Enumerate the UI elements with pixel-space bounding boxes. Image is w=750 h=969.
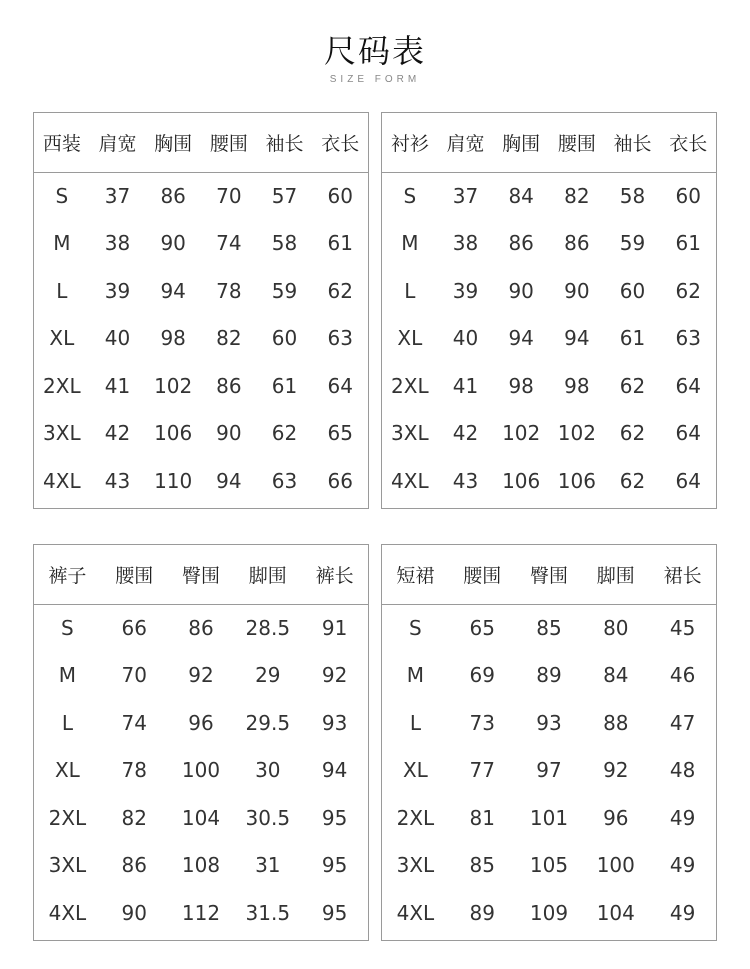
table-cell: 63 bbox=[271, 468, 298, 493]
table-cell: 38 bbox=[452, 231, 479, 256]
table-cell: 85 bbox=[469, 853, 495, 878]
table-row bbox=[34, 410, 368, 458]
column-header: 裤子 bbox=[48, 565, 87, 587]
table-cell: 39 bbox=[452, 278, 479, 303]
table-cell: 61 bbox=[327, 231, 353, 256]
table-cell: 93 bbox=[321, 710, 348, 735]
column-header: 脚围 bbox=[596, 565, 635, 587]
table-cell: 110 bbox=[154, 468, 193, 493]
size-label: 3XL bbox=[396, 853, 435, 878]
table-row bbox=[34, 747, 368, 795]
column-header: 胸围 bbox=[154, 133, 193, 155]
size-label: 4XL bbox=[48, 900, 87, 925]
table-cell: 90 bbox=[508, 278, 534, 303]
table-cell: 94 bbox=[564, 326, 590, 351]
table-cell: 60 bbox=[675, 183, 701, 208]
table-cell: 66 bbox=[327, 468, 353, 493]
table-cell: 41 bbox=[104, 373, 131, 398]
table-cell: 104 bbox=[181, 805, 221, 830]
table-cell: 61 bbox=[675, 231, 701, 256]
table-cell: 80 bbox=[603, 615, 629, 640]
table-row bbox=[34, 267, 368, 315]
table-cell: 62 bbox=[619, 421, 646, 446]
size-label: M bbox=[53, 231, 71, 256]
column-header: 腰围 bbox=[463, 565, 502, 587]
table-cell: 74 bbox=[216, 231, 242, 256]
size-label: M bbox=[406, 663, 425, 688]
table-cell: 59 bbox=[619, 231, 646, 256]
table-cell: 49 bbox=[669, 900, 696, 925]
table-cell: 38 bbox=[104, 231, 131, 256]
table-cell: 40 bbox=[452, 326, 479, 351]
size-label: M bbox=[401, 231, 419, 256]
table-row bbox=[34, 794, 368, 842]
table-row bbox=[34, 889, 368, 937]
table-cell: 60 bbox=[619, 278, 646, 303]
size-label: L bbox=[409, 710, 421, 735]
table-cell: 46 bbox=[669, 663, 696, 688]
table-row bbox=[382, 267, 716, 315]
table-row bbox=[34, 362, 368, 410]
table-cell: 92 bbox=[188, 663, 214, 688]
table-cell: 95 bbox=[321, 900, 348, 925]
table-cell: 30.5 bbox=[245, 805, 291, 830]
column-header: 肩宽 bbox=[446, 133, 485, 155]
table-body bbox=[382, 604, 716, 940]
table-cell: 95 bbox=[321, 853, 348, 878]
table-cell: 42 bbox=[452, 421, 479, 446]
table-cell: 102 bbox=[154, 373, 193, 398]
table-cell: 73 bbox=[469, 710, 495, 735]
table-cell: 40 bbox=[104, 326, 131, 351]
column-header: 衣长 bbox=[669, 133, 708, 155]
table-cell: 60 bbox=[271, 326, 298, 351]
table-cell: 81 bbox=[469, 805, 495, 830]
table-cell: 60 bbox=[327, 183, 353, 208]
table-cell: 104 bbox=[596, 900, 635, 925]
table-cell: 98 bbox=[508, 373, 534, 398]
table-cell: 95 bbox=[321, 805, 348, 830]
table-cell: 63 bbox=[675, 326, 701, 351]
page-subtitle: SIZE FORM bbox=[329, 74, 421, 85]
column-header: 脚围 bbox=[248, 565, 287, 587]
table-cell: 62 bbox=[327, 278, 353, 303]
column-header: 胸围 bbox=[502, 133, 541, 155]
size-label: 3XL bbox=[48, 853, 87, 878]
column-header: 腰围 bbox=[209, 133, 248, 155]
page-title: 尺码表 bbox=[323, 32, 426, 70]
size-label: L bbox=[404, 278, 416, 303]
table-cell: 94 bbox=[508, 326, 534, 351]
size-label: 4XL bbox=[396, 900, 435, 925]
table-cell: 77 bbox=[469, 758, 495, 783]
table-body bbox=[34, 604, 368, 940]
size-label: 2XL bbox=[391, 373, 429, 398]
table-cell: 58 bbox=[271, 231, 298, 256]
size-label: 2XL bbox=[48, 805, 87, 830]
table-cell: 49 bbox=[669, 853, 696, 878]
table-header bbox=[382, 113, 716, 173]
size-table-skirt bbox=[381, 544, 717, 941]
size-label: S bbox=[55, 183, 69, 208]
table-row bbox=[34, 652, 368, 700]
table-row bbox=[382, 604, 716, 652]
table-cell: 86 bbox=[564, 231, 590, 256]
size-label: XL bbox=[49, 326, 75, 351]
table-cell: 91 bbox=[321, 615, 348, 640]
table-cell: 90 bbox=[121, 900, 147, 925]
table-cell: 92 bbox=[603, 758, 629, 783]
table-cell: 94 bbox=[160, 278, 186, 303]
table-cell: 61 bbox=[271, 373, 298, 398]
table-cell: 41 bbox=[452, 373, 479, 398]
table-header bbox=[382, 545, 716, 605]
table-cell: 47 bbox=[669, 710, 696, 735]
table-cell: 88 bbox=[603, 710, 629, 735]
table-cell: 62 bbox=[619, 468, 646, 493]
table-cell: 96 bbox=[188, 710, 214, 735]
table-row bbox=[382, 889, 716, 937]
table-cell: 48 bbox=[669, 758, 696, 783]
table-cell: 70 bbox=[216, 183, 242, 208]
table-row bbox=[382, 652, 716, 700]
table-cell: 85 bbox=[536, 615, 562, 640]
table-cell: 30 bbox=[255, 758, 281, 783]
table-cell: 105 bbox=[529, 853, 569, 878]
table-cell: 86 bbox=[216, 373, 242, 398]
table-cell: 93 bbox=[536, 710, 562, 735]
table-cell: 89 bbox=[469, 900, 495, 925]
table-cell: 57 bbox=[271, 183, 298, 208]
size-label: XL bbox=[54, 758, 80, 783]
table-cell: 82 bbox=[216, 326, 242, 351]
table-cell: 43 bbox=[452, 468, 479, 493]
size-label: 3XL bbox=[391, 421, 429, 446]
table-cell: 31 bbox=[255, 853, 281, 878]
size-label: 4XL bbox=[43, 468, 81, 493]
table-cell: 69 bbox=[469, 663, 495, 688]
table-cell: 45 bbox=[669, 615, 696, 640]
table-row bbox=[382, 172, 716, 220]
table-cell: 49 bbox=[669, 805, 696, 830]
table-cell: 86 bbox=[160, 183, 186, 208]
table-cell: 82 bbox=[121, 805, 147, 830]
table-cell: 65 bbox=[327, 421, 353, 446]
table-cell: 102 bbox=[502, 421, 541, 446]
column-header: 裤长 bbox=[315, 565, 354, 587]
table-row bbox=[382, 220, 716, 268]
size-label: S bbox=[403, 183, 417, 208]
table-cell: 112 bbox=[181, 900, 221, 925]
table-body bbox=[34, 172, 368, 508]
table-cell: 37 bbox=[452, 183, 479, 208]
table-cell: 37 bbox=[104, 183, 131, 208]
table-cell: 29 bbox=[255, 663, 281, 688]
size-label: 3XL bbox=[43, 421, 81, 446]
table-row bbox=[382, 794, 716, 842]
table-cell: 43 bbox=[104, 468, 131, 493]
table-cell: 90 bbox=[160, 231, 186, 256]
size-label: 2XL bbox=[43, 373, 81, 398]
table-cell: 86 bbox=[121, 853, 147, 878]
table-row bbox=[382, 699, 716, 747]
column-header: 腰围 bbox=[115, 565, 154, 587]
table-row bbox=[34, 457, 368, 505]
size-label: XL bbox=[402, 758, 428, 783]
table-cell: 86 bbox=[508, 231, 534, 256]
table-row bbox=[382, 410, 716, 458]
column-header: 西装 bbox=[42, 133, 81, 155]
table-cell: 62 bbox=[675, 278, 701, 303]
size-table-pants bbox=[33, 544, 369, 941]
table-cell: 100 bbox=[181, 758, 221, 783]
table-cell: 96 bbox=[603, 805, 629, 830]
column-header: 袖长 bbox=[265, 133, 304, 155]
table-body bbox=[382, 172, 716, 508]
table-cell: 31.5 bbox=[245, 900, 291, 925]
table-row bbox=[34, 699, 368, 747]
table-cell: 109 bbox=[529, 900, 569, 925]
table-cell: 63 bbox=[327, 326, 353, 351]
table-cell: 64 bbox=[327, 373, 353, 398]
table-cell: 86 bbox=[188, 615, 214, 640]
table-cell: 89 bbox=[536, 663, 562, 688]
table-cell: 70 bbox=[121, 663, 147, 688]
table-cell: 108 bbox=[181, 853, 221, 878]
table-cell: 64 bbox=[675, 373, 701, 398]
size-label: 4XL bbox=[391, 468, 429, 493]
table-cell: 92 bbox=[321, 663, 348, 688]
column-header: 腰围 bbox=[557, 133, 596, 155]
table-cell: 39 bbox=[104, 278, 131, 303]
table-cell: 64 bbox=[675, 468, 701, 493]
size-label: M bbox=[58, 663, 77, 688]
table-cell: 29.5 bbox=[245, 710, 291, 735]
table-cell: 78 bbox=[216, 278, 242, 303]
size-label: L bbox=[56, 278, 68, 303]
table-cell: 94 bbox=[216, 468, 242, 493]
column-header: 短裙 bbox=[396, 565, 435, 587]
column-header: 衬衫 bbox=[390, 133, 429, 155]
table-row bbox=[34, 220, 368, 268]
table-cell: 90 bbox=[216, 421, 242, 446]
table-row bbox=[382, 842, 716, 890]
table-cell: 102 bbox=[557, 421, 596, 446]
table-row bbox=[34, 315, 368, 363]
table-cell: 106 bbox=[502, 468, 541, 493]
table-row bbox=[34, 604, 368, 652]
table-cell: 61 bbox=[619, 326, 646, 351]
table-cell: 90 bbox=[564, 278, 590, 303]
table-cell: 78 bbox=[121, 758, 147, 783]
table-cell: 98 bbox=[160, 326, 186, 351]
column-header: 袖长 bbox=[613, 133, 652, 155]
table-cell: 84 bbox=[508, 183, 534, 208]
table-cell: 62 bbox=[271, 421, 298, 446]
table-cell: 58 bbox=[619, 183, 646, 208]
table-cell: 82 bbox=[564, 183, 590, 208]
table-cell: 84 bbox=[603, 663, 629, 688]
table-row bbox=[34, 842, 368, 890]
table-cell: 28.5 bbox=[245, 615, 291, 640]
column-header: 臀围 bbox=[181, 565, 220, 587]
column-header: 臀围 bbox=[529, 565, 568, 587]
table-cell: 74 bbox=[121, 710, 147, 735]
table-row bbox=[382, 457, 716, 505]
table-cell: 62 bbox=[619, 373, 646, 398]
table-header bbox=[34, 545, 368, 605]
column-header: 肩宽 bbox=[98, 133, 137, 155]
table-cell: 64 bbox=[675, 421, 701, 446]
column-header: 衣长 bbox=[321, 133, 360, 155]
table-cell: 106 bbox=[154, 421, 193, 446]
column-header: 裙长 bbox=[663, 565, 702, 587]
table-cell: 94 bbox=[321, 758, 348, 783]
size-label: XL bbox=[397, 326, 423, 351]
table-row bbox=[34, 172, 368, 220]
size-table-suit bbox=[33, 112, 369, 509]
table-cell: 65 bbox=[469, 615, 495, 640]
table-cell: 100 bbox=[596, 853, 635, 878]
table-cell: 98 bbox=[564, 373, 590, 398]
table-row bbox=[382, 747, 716, 795]
table-header bbox=[34, 113, 368, 173]
table-cell: 59 bbox=[271, 278, 298, 303]
table-cell: 97 bbox=[536, 758, 562, 783]
table-cell: 66 bbox=[121, 615, 147, 640]
table-row bbox=[382, 315, 716, 363]
size-table-shirt bbox=[381, 112, 717, 509]
size-label: S bbox=[409, 615, 422, 640]
size-label: S bbox=[61, 615, 74, 640]
table-cell: 42 bbox=[104, 421, 131, 446]
table-row bbox=[382, 362, 716, 410]
table-cell: 101 bbox=[529, 805, 569, 830]
table-cell: 106 bbox=[557, 468, 596, 493]
size-label: L bbox=[61, 710, 73, 735]
size-label: 2XL bbox=[396, 805, 435, 830]
